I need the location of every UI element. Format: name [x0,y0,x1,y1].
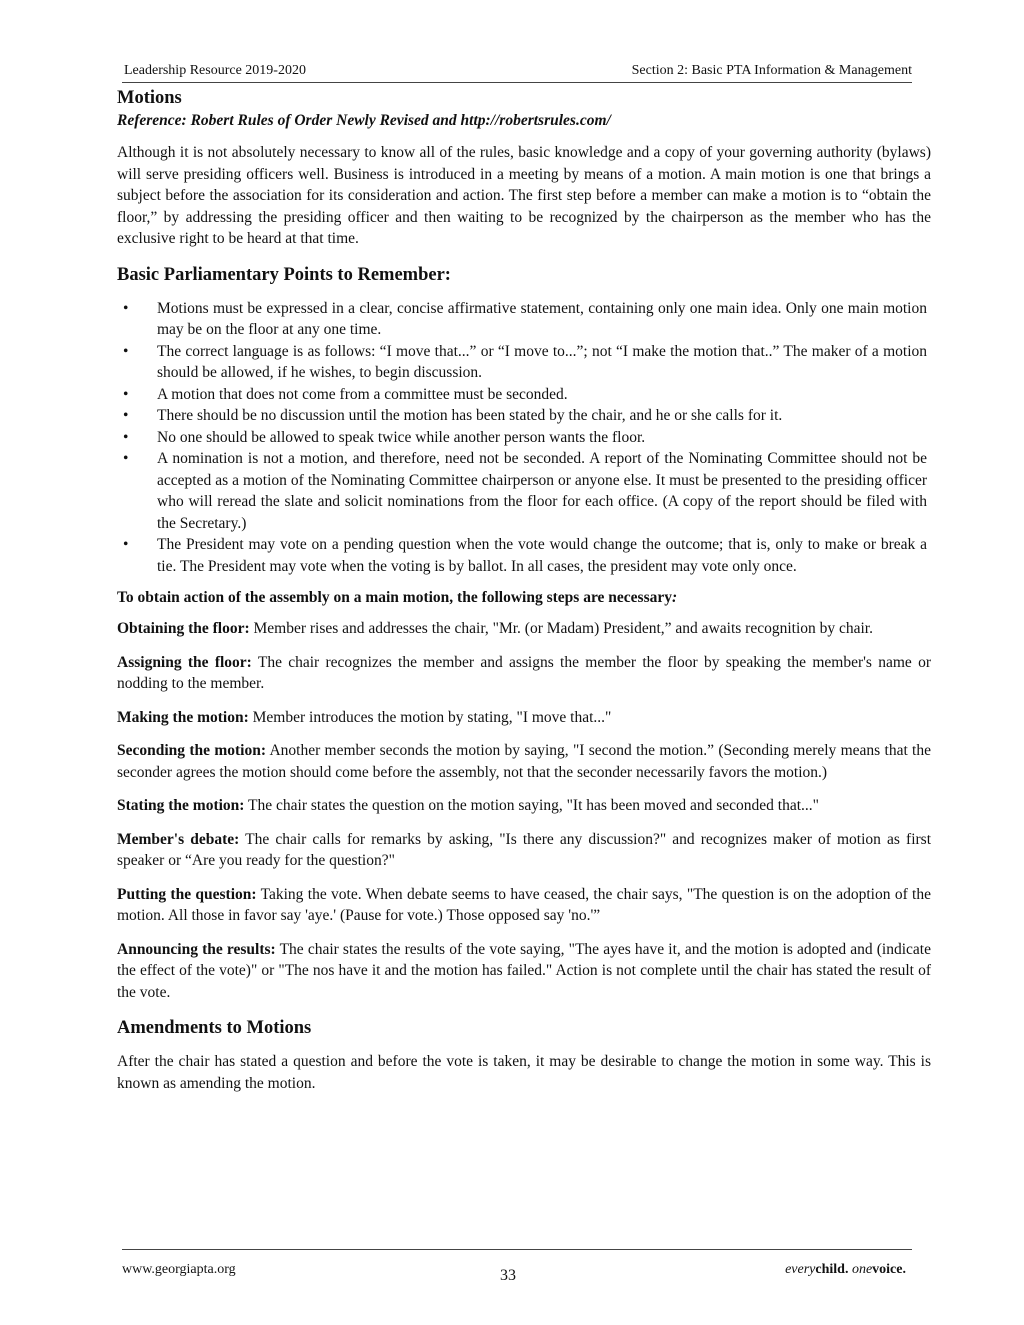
step-text: The chair states the results of the vote saying, "The ayes have it, and the motion is adopted and (indicate the effect of the vote)" or "The nos have it and the motion has failed." Action is not complete until the chair has stated the result of the vote. [117,940,931,1001]
step-label: Seconding the motion: [117,742,266,759]
page-number: 33 [500,1267,516,1284]
bullet-icon: • [123,299,129,317]
list-item-text: There should be no discussion until the motion has been stated by the chair, and he or she calls for it. [157,407,783,424]
page-header [122,62,912,83]
main-content [117,86,931,1094]
step-paragraph [117,707,931,729]
header-right-text: Section 2: Basic PTA Information & Management [631,63,912,78]
list-item [117,534,927,577]
step-text: The chair calls for remarks by asking, "Is there any discussion?" and recognizes maker of motion as first speaker or “Are you ready for the question?" [117,830,932,869]
step-paragraph [117,829,931,872]
amendments-heading: Amendments to Motions [117,1018,312,1038]
steps-heading-colon: : [672,589,678,606]
list-item [117,427,927,449]
step-paragraph [117,740,931,783]
intro-paragraph: Although it is not absolutely necessary to know all of the rules, basic knowledge and a copy of your governing authority (bylaws) will serve presiding officers well. Business is introduced in a meeting by means of a motion. A main motion is one that brings a subject before the association for its consideration and action. The first step before a member can make a motion is to “obtain the floor,” by addressing the presiding officer and then waiting to be recognized by the chairperson as the member who has the exclusive right to be heard at that time. [117,144,931,247]
tagline-voice: voice. [872,1262,906,1277]
step-text: The chair states the question on the motion saying, "It has been moved and seconded that..." [244,797,819,814]
step-label: Making the motion: [117,708,249,726]
amendments-paragraph: After the chair has stated a question and before the vote is taken, it may be desirable to change the motion in some way. This is known as amending the motion. [117,1053,931,1092]
footer-divider [122,1249,912,1250]
points-list [117,298,931,578]
step-text: Another member seconds the motion by saying, "I second the motion.” (Seconding merely means that the seconder agrees the motion should come before the assembly, not that the seconder necessarily favors the motion.) [117,742,931,781]
reference-line: Reference: Robert Rules of Order Newly Revised and http://robertsrules.com/ [117,112,611,129]
list-item [117,405,927,427]
tagline-one: one [851,1262,873,1277]
tagline-every: every [785,1262,816,1277]
bullet-icon: • [123,450,129,467]
step-text: Member rises and addresses the chair, "Mr. (or Madam) President,” and awaits recognition by chair. [249,620,873,637]
step-text: The chair recognizes the member and assigns the member the floor by speaking the member's name or nodding to the member. [117,653,931,692]
step-paragraph [117,652,931,695]
footer-tagline [785,1262,906,1278]
bullet-icon: • [123,536,129,553]
step-paragraph [117,618,931,640]
footer-website-link[interactable]: www.georgiapta.org [122,1262,236,1277]
list-item-text: No one should be allowed to speak twice while another person wants the floor. [157,428,646,446]
list-item-text: Motions must be expressed in a clear, concise affirmative statement, containing only one main idea. Only one main motion may be on the floor at any one time. [157,299,927,338]
bullet-icon: • [123,407,129,424]
header-left-text: Leadership Resource 2019-2020 [124,63,306,78]
step-label: Obtaining the floor: [117,620,250,637]
list-item [117,298,927,341]
list-item-text: The correct language is as follows: “I move that...” or “I move to...”; not “I make the motion that..” The maker of a motion should be allowed, if he wishes, to begin discussion. [157,342,927,381]
steps-heading [117,587,931,608]
list-item-text: A motion that does not come from a committee must be seconded. [157,385,568,403]
step-text: Taking the vote. When debate seems to have ceased, the chair says, "The question is on the adoption of the motion. All those in favor say 'aye.' (Pause for vote.) Those opposed say 'no.'” [117,885,931,924]
step-label: Announcing the results: [117,940,276,958]
bullet-icon: • [123,342,129,360]
list-item-text: The President may vote on a pending question when the vote would change the outcome; that is, only to make or break a tie. The President may vote when the voting is by ballot. In all cases, the president may vote only once. [157,536,927,575]
bullet-icon: • [123,385,129,403]
list-item [117,341,927,384]
step-label: Assigning the floor: [117,653,252,671]
step-text: Member introduces the motion by stating, "I move that..." [248,708,612,726]
step-paragraph [117,795,931,817]
step-label: Member's debate: [117,830,240,848]
points-heading: Basic Parliamentary Points to Remember: [117,264,451,285]
bullet-icon: • [123,428,129,446]
steps-heading-text: To obtain action of the assembly on a main motion, the following steps are necessary [117,589,672,606]
step-paragraph [117,884,931,927]
page-title: Motions [117,88,182,108]
tagline-child: child. [815,1262,849,1277]
step-paragraph [117,939,931,1004]
list-item-text: A nomination is not a motion, and therefore, need not be seconded. A report of the Nominating Committee should not be accepted as a motion of the Nominating Committee chairperson or anyone else. It must be presented to the presiding officer who will reread the slate and solicit nominations from the floor for each office. (A copy of the report should be filed with the Secretary.) [157,450,927,532]
list-item [117,384,927,406]
step-label: Stating the motion: [117,797,245,814]
list-item [117,448,927,534]
step-label: Putting the question: [117,885,257,903]
